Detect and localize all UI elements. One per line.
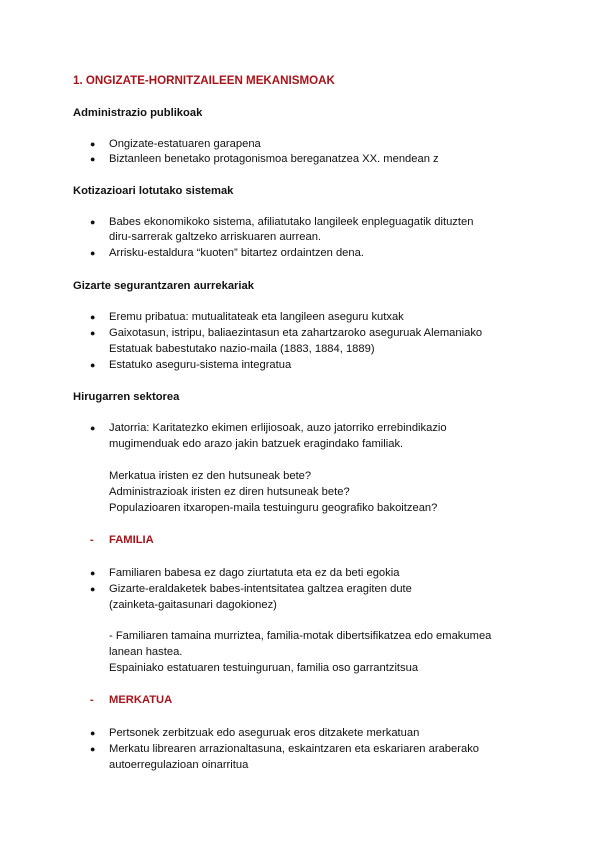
bullet-icon: ● [90,728,96,738]
section-heading-familia: FAMILIA [109,534,154,546]
list-item: Familiaren babesa ez dago ziurtatuta eta ez da beti egokia [109,567,400,579]
list-item-line: Babes ekonomikoko sistema, afiliatutako langileek enpleguagatik dituzten [109,216,474,228]
list-item-line: diru-sarrerak galtzeko arriskuaren aurrean. [109,231,322,243]
bullet-icon: ● [90,248,96,258]
bullet-icon: ● [90,584,96,594]
page-title: 1. ONGIZATE-HORNITZAILEEN MEKANISMOAK [73,74,335,87]
list-item-line: (zainketa-gaitasunari dagokionez) [109,599,277,611]
list-item-line: mugimenduak edo arazo jakin batzuek eragindako familiak. [109,438,404,450]
list-item-line: Estatuak babestutako nazio-maila (1883, 1884, 1889) [109,343,375,355]
question-line: Administrazioak iristen ez diren hutsuneak bete? [109,486,350,498]
bullet-icon: ● [90,568,96,578]
section-heading-merkatua: MERKATUA [109,694,173,706]
bullet-icon: ● [90,423,96,433]
bullet-icon: ● [90,217,96,227]
section-heading-administrazio: Administrazio publikoak [73,107,203,119]
bullet-icon: ● [90,328,96,338]
list-item: Estatuko aseguru-sistema integratua [109,359,292,371]
section-heading-gizarte-segurantza: Gizarte segurantzaren aurrekariak [73,280,254,292]
list-item: Pertsonek zerbitzuak edo aseguruak eros ditzakete merkatuan [109,727,420,739]
list-item: Eremu pribatua: mutualitateak eta langileen aseguru kutxak [109,311,404,323]
question-line: Merkatua iristen ez den hutsuneak bete? [109,470,312,482]
list-item-line: autoerregulazioan oinarritua [109,759,249,771]
dash-icon: - [90,694,94,706]
list-item-line: Gizarte-eraldaketek babes-intentsitatea galtzea eragiten dute [109,583,412,595]
list-item-line: Jatorria: Karitatezko ekimen erlijiosoak, auzo jatorriko errebindikazio [109,422,447,434]
note-line: - Familiaren tamaina murriztea, familia-motak dibertsifikatzea edo emakumea [109,630,492,642]
bullet-icon: ● [90,154,96,164]
question-line: Populazioaren itxaropen-maila testuinguru geografiko bakoitzean? [109,502,438,514]
dash-icon: - [90,534,94,546]
note-line: Espainiako estatuaren testuinguruan, familia oso garrantzitsua [109,662,419,674]
list-item: Ongizate-estatuaren garapena [109,138,261,150]
section-heading-hirugarren-sektorea: Hirugarren sektorea [73,391,180,403]
list-item: Arrisku-estaldura “kuoten” bitartez ordaintzen dena. [109,247,364,259]
list-item-line: Merkatu librearen arrazionaltasuna, eskaintzaren eta eskariaren araberako [109,743,480,755]
list-item: Biztanleen benetako protagonismoa bereganatzea XX. mendean z [109,153,439,165]
bullet-icon: ● [90,360,96,370]
bullet-icon: ● [90,312,96,322]
list-item-line: Gaixotasun, istripu, baliaezintasun eta zahartzaroko aseguruak Alemaniako [109,327,483,339]
bullet-icon: ● [90,139,96,149]
note-line: lanean hastea. [109,646,183,658]
bullet-icon: ● [90,744,96,754]
section-heading-kotizazioa: Kotizazioari lotutako sistemak [73,185,234,197]
